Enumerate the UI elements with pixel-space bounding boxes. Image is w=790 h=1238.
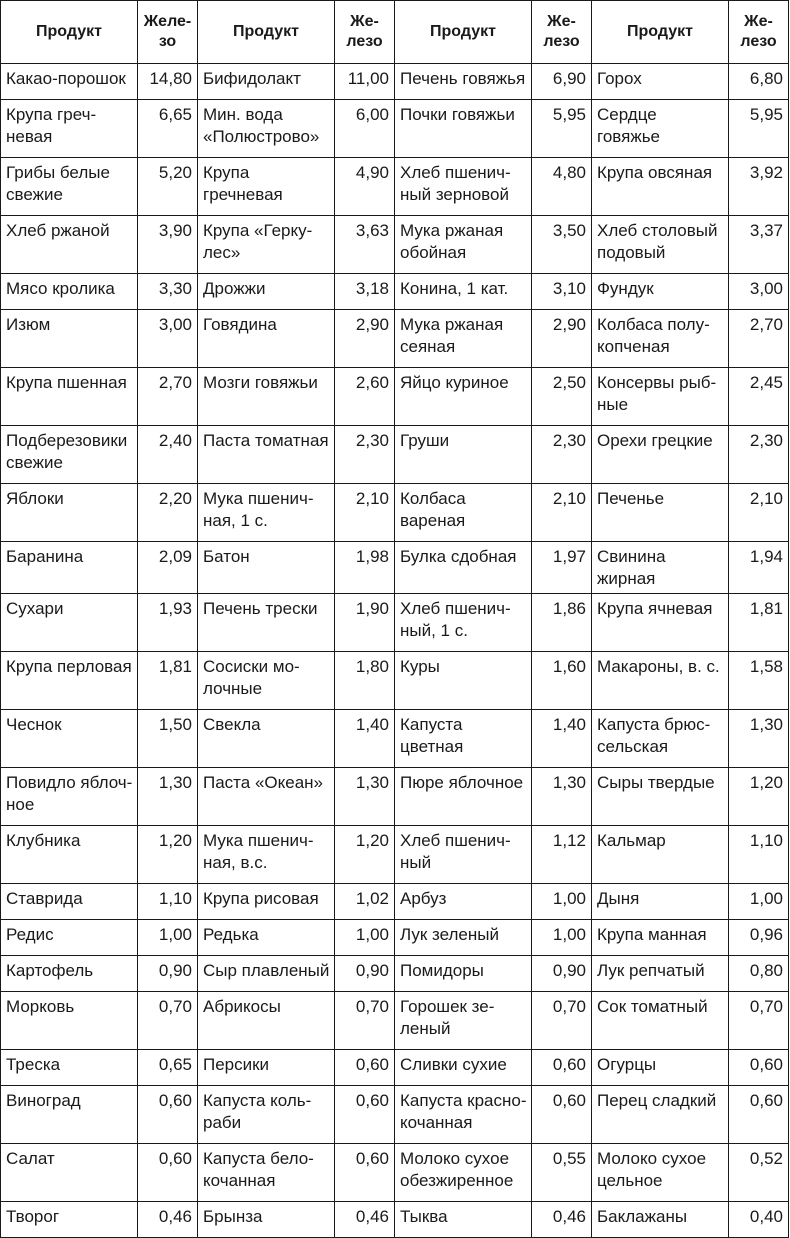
iron-header-line2: зо [158, 33, 177, 50]
table-row [1, 920, 789, 956]
iron-value-cell: 1,80 [335, 652, 395, 710]
iron-value-cell: 3,10 [532, 274, 592, 310]
iron-value-cell: 1,81 [138, 652, 198, 710]
table-row [1, 64, 789, 100]
iron-column-header [532, 1, 592, 64]
product-column-header: Продукт [592, 1, 729, 64]
iron-value-cell: 0,46 [138, 1202, 198, 1238]
iron-value-cell: 4,90 [335, 158, 395, 216]
product-cell: Огурцы [592, 1050, 729, 1086]
iron-value-cell: 0,70 [729, 992, 789, 1050]
iron-value-cell: 1,02 [335, 884, 395, 920]
product-cell: Капуста брюс- сельская [592, 710, 729, 768]
product-cell: Яйцо куриное [395, 368, 532, 426]
product-column-header: Продукт [198, 1, 335, 64]
iron-value-cell: 0,60 [532, 1050, 592, 1086]
product-cell: Булка сдобная [395, 542, 532, 594]
iron-value-cell: 0,60 [729, 1050, 789, 1086]
iron-value-cell: 5,95 [532, 100, 592, 158]
table-row [1, 426, 789, 484]
product-cell: Картофель [1, 956, 138, 992]
product-cell: Капуста бело- кочанная [198, 1144, 335, 1202]
iron-value-cell: 6,90 [532, 64, 592, 100]
iron-value-cell: 2,20 [138, 484, 198, 542]
iron-value-cell: 6,00 [335, 100, 395, 158]
iron-value-cell: 2,09 [138, 542, 198, 594]
iron-value-cell: 1,50 [138, 710, 198, 768]
product-cell: Сок томатный [592, 992, 729, 1050]
iron-value-cell: 3,63 [335, 216, 395, 274]
iron-value-cell: 3,90 [138, 216, 198, 274]
iron-value-cell: 1,86 [532, 594, 592, 652]
product-cell: Консервы рыб- ные [592, 368, 729, 426]
header-row [1, 1, 789, 64]
product-cell: Кальмар [592, 826, 729, 884]
product-cell: Яблоки [1, 484, 138, 542]
product-cell: Почки говяжьи [395, 100, 532, 158]
product-cell: Куры [395, 652, 532, 710]
iron-value-cell: 2,30 [335, 426, 395, 484]
table-row [1, 484, 789, 542]
table-row [1, 158, 789, 216]
product-cell: Горошек зе- леный [395, 992, 532, 1050]
table-row [1, 216, 789, 274]
product-cell: Какао-порошок [1, 64, 138, 100]
product-cell: Крупа манная [592, 920, 729, 956]
iron-value-cell: 1,30 [532, 768, 592, 826]
product-cell: Крупа овсяная [592, 158, 729, 216]
product-cell: Сливки сухие [395, 1050, 532, 1086]
table-row [1, 884, 789, 920]
product-cell: Батон [198, 542, 335, 594]
iron-value-cell: 2,30 [532, 426, 592, 484]
iron-value-cell: 3,50 [532, 216, 592, 274]
iron-value-cell: 0,70 [138, 992, 198, 1050]
table-row [1, 100, 789, 158]
product-cell: Сыры твердые [592, 768, 729, 826]
table-header [1, 1, 789, 64]
iron-value-cell: 0,60 [138, 1086, 198, 1144]
product-cell: Колбаса полу- копченая [592, 310, 729, 368]
iron-value-cell: 0,55 [532, 1144, 592, 1202]
product-cell: Конина, 1 кат. [395, 274, 532, 310]
table-row [1, 310, 789, 368]
product-cell: Хлеб пшенич- ный, 1 с. [395, 594, 532, 652]
product-cell: Хлеб столовый подовый [592, 216, 729, 274]
product-cell: Морковь [1, 992, 138, 1050]
product-cell: Дыня [592, 884, 729, 920]
table-row [1, 542, 789, 594]
product-cell: Сухари [1, 594, 138, 652]
product-cell: Орехи грецкие [592, 426, 729, 484]
product-cell: Крупа пшенная [1, 368, 138, 426]
iron-value-cell: 1,40 [532, 710, 592, 768]
iron-value-cell: 2,40 [138, 426, 198, 484]
product-cell: Творог [1, 1202, 138, 1238]
table-row [1, 956, 789, 992]
iron-value-cell: 11,00 [335, 64, 395, 100]
iron-value-cell: 3,37 [729, 216, 789, 274]
iron-value-cell: 1,30 [335, 768, 395, 826]
iron-value-cell: 2,60 [335, 368, 395, 426]
product-cell: Молоко сухое обезжиренное [395, 1144, 532, 1202]
iron-value-cell: 3,30 [138, 274, 198, 310]
iron-value-cell: 3,00 [729, 274, 789, 310]
iron-value-cell: 1,10 [138, 884, 198, 920]
product-cell: Бифидолакт [198, 64, 335, 100]
iron-value-cell: 0,90 [335, 956, 395, 992]
table-row [1, 826, 789, 884]
product-cell: Помидоры [395, 956, 532, 992]
product-cell: Крупа рисовая [198, 884, 335, 920]
iron-value-cell: 0,46 [532, 1202, 592, 1238]
product-cell: Макароны, в. с. [592, 652, 729, 710]
product-cell: Мин. вода «Полюстрово» [198, 100, 335, 158]
product-cell: Хлеб пшенич- ный [395, 826, 532, 884]
table-row [1, 652, 789, 710]
iron-header-line2: лезо [346, 33, 383, 50]
product-cell: Печенье [592, 484, 729, 542]
product-cell: Свекла [198, 710, 335, 768]
iron-value-cell: 0,60 [335, 1050, 395, 1086]
iron-value-cell: 2,45 [729, 368, 789, 426]
iron-value-cell: 1,10 [729, 826, 789, 884]
product-cell: Груши [395, 426, 532, 484]
product-cell: Мука пшенич- ная, 1 с. [198, 484, 335, 542]
product-cell: Сердце говяжье [592, 100, 729, 158]
iron-value-cell: 2,10 [729, 484, 789, 542]
iron-value-cell: 0,46 [335, 1202, 395, 1238]
iron-value-cell: 1,00 [729, 884, 789, 920]
iron-header-line1: Же- [547, 13, 576, 30]
iron-value-cell: 1,94 [729, 542, 789, 594]
iron-value-cell: 1,00 [138, 920, 198, 956]
iron-value-cell: 1,58 [729, 652, 789, 710]
table-row [1, 710, 789, 768]
iron-value-cell: 2,90 [532, 310, 592, 368]
product-cell: Молоко сухое цельное [592, 1144, 729, 1202]
table-row [1, 1144, 789, 1202]
product-cell: Брынза [198, 1202, 335, 1238]
product-cell: Мозги говяжьи [198, 368, 335, 426]
iron-value-cell: 1,30 [729, 710, 789, 768]
iron-value-cell: 2,10 [532, 484, 592, 542]
product-cell: Капуста красно- кочанная [395, 1086, 532, 1144]
iron-value-cell: 0,60 [138, 1144, 198, 1202]
iron-header-line2: лезо [543, 33, 580, 50]
iron-value-cell: 2,10 [335, 484, 395, 542]
iron-value-cell: 1,40 [335, 710, 395, 768]
table-row [1, 594, 789, 652]
iron-value-cell: 1,97 [532, 542, 592, 594]
product-cell: Крупа гречневая [198, 158, 335, 216]
iron-header-line2: лезо [740, 33, 777, 50]
product-cell: Мука ржаная обойная [395, 216, 532, 274]
iron-value-cell: 1,20 [138, 826, 198, 884]
product-cell: Сосиски мо- лочные [198, 652, 335, 710]
iron-value-cell: 0,90 [532, 956, 592, 992]
product-cell: Фундук [592, 274, 729, 310]
iron-header-line1: Же- [350, 13, 379, 30]
iron-value-cell: 0,90 [138, 956, 198, 992]
product-cell: Капуста коль- раби [198, 1086, 335, 1144]
product-cell: Говядина [198, 310, 335, 368]
product-cell: Капуста цветная [395, 710, 532, 768]
iron-value-cell: 3,92 [729, 158, 789, 216]
product-cell: Баклажаны [592, 1202, 729, 1238]
product-cell: Виноград [1, 1086, 138, 1144]
product-cell: Баранина [1, 542, 138, 594]
iron-column-header [335, 1, 395, 64]
iron-header-line1: Желе- [143, 13, 192, 30]
iron-value-cell: 2,30 [729, 426, 789, 484]
iron-value-cell: 2,70 [138, 368, 198, 426]
iron-value-cell: 0,70 [335, 992, 395, 1050]
table-body [1, 64, 789, 1238]
product-cell: Мука ржаная сеяная [395, 310, 532, 368]
iron-column-header [138, 1, 198, 64]
iron-value-cell: 1,00 [335, 920, 395, 956]
product-cell: Абрикосы [198, 992, 335, 1050]
product-cell: Арбуз [395, 884, 532, 920]
iron-value-cell: 1,00 [532, 920, 592, 956]
table-row [1, 768, 789, 826]
product-cell: Свинина жирная [592, 542, 729, 594]
product-cell: Перец сладкий [592, 1086, 729, 1144]
product-cell: Горох [592, 64, 729, 100]
iron-value-cell: 2,50 [532, 368, 592, 426]
iron-value-cell: 4,80 [532, 158, 592, 216]
product-cell: Крупа греч- невая [1, 100, 138, 158]
product-cell: Мясо кролика [1, 274, 138, 310]
product-cell: Редис [1, 920, 138, 956]
iron-value-cell: 0,52 [729, 1144, 789, 1202]
product-cell: Крупа перловая [1, 652, 138, 710]
iron-value-cell: 0,60 [335, 1144, 395, 1202]
product-column-header: Продукт [1, 1, 138, 64]
iron-value-cell: 1,20 [729, 768, 789, 826]
iron-value-cell: 0,60 [532, 1086, 592, 1144]
product-cell: Колбаса вареная [395, 484, 532, 542]
product-cell: Сыр плавленый [198, 956, 335, 992]
iron-value-cell: 0,70 [532, 992, 592, 1050]
table-row [1, 992, 789, 1050]
product-cell: Лук зеленый [395, 920, 532, 956]
iron-header-line1: Же- [744, 13, 773, 30]
iron-value-cell: 1,90 [335, 594, 395, 652]
product-cell: Паста «Океан» [198, 768, 335, 826]
table-row [1, 1086, 789, 1144]
product-column-header: Продукт [395, 1, 532, 64]
iron-value-cell: 0,60 [729, 1086, 789, 1144]
table-row [1, 368, 789, 426]
iron-value-cell: 1,00 [532, 884, 592, 920]
product-cell: Печень трески [198, 594, 335, 652]
iron-value-cell: 1,81 [729, 594, 789, 652]
product-cell: Треска [1, 1050, 138, 1086]
iron-value-cell: 0,65 [138, 1050, 198, 1086]
product-cell: Лук репчатый [592, 956, 729, 992]
product-cell: Повидло яблоч- ное [1, 768, 138, 826]
product-cell: Редька [198, 920, 335, 956]
iron-value-cell: 0,80 [729, 956, 789, 992]
iron-value-cell: 5,20 [138, 158, 198, 216]
product-cell: Персики [198, 1050, 335, 1086]
product-cell: Дрожжи [198, 274, 335, 310]
iron-value-cell: 2,90 [335, 310, 395, 368]
product-cell: Крупа «Герку- лес» [198, 216, 335, 274]
product-cell: Пюре яблочное [395, 768, 532, 826]
iron-value-cell: 2,70 [729, 310, 789, 368]
iron-value-cell: 0,60 [335, 1086, 395, 1144]
iron-value-cell: 0,40 [729, 1202, 789, 1238]
table-row [1, 1202, 789, 1238]
product-cell: Изюм [1, 310, 138, 368]
table-row [1, 1050, 789, 1086]
iron-value-cell: 1,12 [532, 826, 592, 884]
product-cell: Паста томатная [198, 426, 335, 484]
product-cell: Подберезовики свежие [1, 426, 138, 484]
product-cell: Хлеб ржаной [1, 216, 138, 274]
product-cell: Ставрида [1, 884, 138, 920]
product-cell: Чеснок [1, 710, 138, 768]
iron-value-cell: 1,60 [532, 652, 592, 710]
product-cell: Грибы белые свежие [1, 158, 138, 216]
iron-value-cell: 1,20 [335, 826, 395, 884]
iron-value-cell: 1,98 [335, 542, 395, 594]
product-cell: Мука пшенич- ная, в.с. [198, 826, 335, 884]
product-cell: Хлеб пшенич- ный зерновой [395, 158, 532, 216]
table-row [1, 274, 789, 310]
iron-value-cell: 1,30 [138, 768, 198, 826]
product-cell: Тыква [395, 1202, 532, 1238]
product-cell: Крупа ячневая [592, 594, 729, 652]
iron-value-cell: 3,18 [335, 274, 395, 310]
iron-value-cell: 5,95 [729, 100, 789, 158]
product-cell: Салат [1, 1144, 138, 1202]
iron-value-cell: 1,93 [138, 594, 198, 652]
iron-value-cell: 3,00 [138, 310, 198, 368]
iron-value-cell: 6,80 [729, 64, 789, 100]
product-cell: Печень говяжья [395, 64, 532, 100]
iron-value-cell: 14,80 [138, 64, 198, 100]
iron-value-cell: 0,96 [729, 920, 789, 956]
iron-value-cell: 6,65 [138, 100, 198, 158]
product-cell: Клубника [1, 826, 138, 884]
iron-column-header [729, 1, 789, 64]
